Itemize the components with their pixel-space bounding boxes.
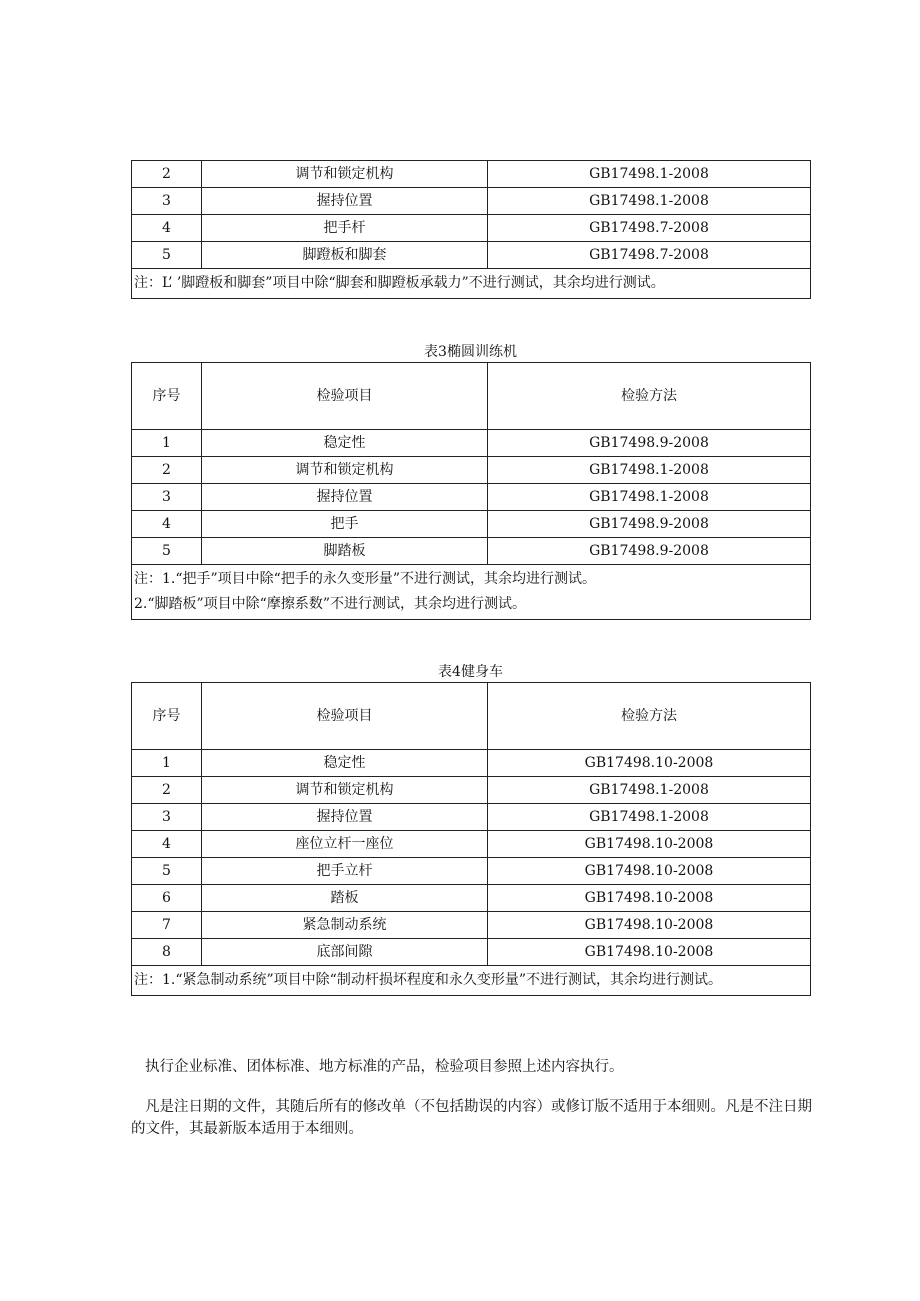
cell-item: 把手杆 (202, 215, 488, 242)
cell-item: 握持位置 (202, 188, 488, 215)
cell-method: GB17498.10-2008 (488, 750, 811, 777)
cell-no: 3 (132, 188, 202, 215)
table-row (132, 939, 811, 966)
cell-method: GB17498.1-2008 (488, 777, 811, 804)
cell-method: GB17498.10-2008 (488, 939, 811, 966)
table-header-row (132, 683, 811, 750)
cell-item: 把手立杆 (202, 858, 488, 885)
header-no: 序号 (132, 683, 202, 750)
cell-item: 座位立杆一座位 (202, 831, 488, 858)
cell-no: 6 (132, 885, 202, 912)
table-note-row (132, 966, 811, 996)
cell-no: 1 (132, 430, 202, 457)
cell-item: 调节和锁定机构 (202, 777, 488, 804)
table-row (132, 188, 811, 215)
note-line: 2.“脚踏板”项目中除“摩擦系数”不进行测试，其余均进行测试。 (134, 596, 526, 612)
header-method: 检验方法 (488, 683, 811, 750)
cell-no: 2 (132, 457, 202, 484)
cell-method: GB17498.10-2008 (488, 912, 811, 939)
cell-method: GB17498.9-2008 (488, 538, 811, 565)
cell-no: 4 (132, 511, 202, 538)
cell-item: 调节和锁定机构 (202, 457, 488, 484)
cell-item: 握持位置 (202, 484, 488, 511)
cell-item: 稳定性 (202, 430, 488, 457)
table-row (132, 430, 811, 457)
table-header-row (132, 363, 811, 430)
cell-no: 3 (132, 484, 202, 511)
cell-method: GB17498.10-2008 (488, 858, 811, 885)
table-note (132, 269, 811, 299)
note-line: 注：1.“把手”项目中除“把手的永久变形量”不进行测试，其余均进行测试。 (134, 571, 596, 587)
cell-item: 踏板 (202, 885, 488, 912)
cell-method: GB17498.9-2008 (488, 511, 811, 538)
cell-item: 底部间隙 (202, 939, 488, 966)
header-method: 检验方法 (488, 363, 811, 430)
table-row (132, 242, 811, 269)
cell-no: 8 (132, 939, 202, 966)
table-4-caption: 表4健身车 (438, 664, 503, 680)
table-3 (131, 362, 811, 620)
table-note (132, 565, 811, 620)
table-row (132, 457, 811, 484)
note-line: 注：1.“紧急制动系统”项目中除“制动杆损坏程度和永久变形量”不进行测试，其余均进行测试。 (134, 972, 722, 988)
table-row (132, 858, 811, 885)
cell-no: 4 (132, 215, 202, 242)
cell-item: 稳定性 (202, 750, 488, 777)
table-row (132, 804, 811, 831)
table-4 (131, 682, 811, 996)
cell-method: GB17498.10-2008 (488, 831, 811, 858)
cell-item: 脚踏板 (202, 538, 488, 565)
header-item: 检验项目 (202, 363, 488, 430)
cell-method: GB17498.7-2008 (488, 242, 811, 269)
table-note-row (132, 269, 811, 299)
cell-no: 7 (132, 912, 202, 939)
table-note-row (132, 565, 811, 620)
table-row (132, 777, 811, 804)
header-item: 检验项目 (202, 683, 488, 750)
cell-method: GB17498.1-2008 (488, 188, 811, 215)
cell-method: GB17498.1-2008 (488, 804, 811, 831)
table-row (132, 885, 811, 912)
table-row (132, 215, 811, 242)
table-note (132, 966, 811, 996)
table-row (132, 484, 811, 511)
cell-no: 2 (132, 777, 202, 804)
table-row (132, 538, 811, 565)
table-row (132, 750, 811, 777)
cell-method: GB17498.1-2008 (488, 457, 811, 484)
table-row (132, 511, 811, 538)
cell-no: 4 (132, 831, 202, 858)
header-no: 序号 (132, 363, 202, 430)
cell-item: 调节和锁定机构 (202, 161, 488, 188)
cell-item: 紧急制动系统 (202, 912, 488, 939)
cell-method: GB17498.10-2008 (488, 885, 811, 912)
cell-item: 握持位置 (202, 804, 488, 831)
cell-no: 5 (132, 242, 202, 269)
cell-item: 脚蹬板和脚套 (202, 242, 488, 269)
cell-no: 3 (132, 804, 202, 831)
cell-method: GB17498.1-2008 (488, 484, 811, 511)
note-line: 注：L’ ’脚蹬板和脚套”项目中除“脚套和脚蹬板承载力”不进行测试，其余均进行测试。 (134, 275, 665, 291)
table-3-caption: 表3椭圆训练机 (424, 344, 517, 360)
cell-item: 把手 (202, 511, 488, 538)
cell-no: 2 (132, 161, 202, 188)
cell-method: GB17498.9-2008 (488, 430, 811, 457)
table-row (132, 912, 811, 939)
cell-no: 1 (132, 750, 202, 777)
table-2-continued (131, 160, 811, 299)
table-row (132, 831, 811, 858)
cell-no: 5 (132, 858, 202, 885)
table-row (132, 161, 811, 188)
paragraph-scope: 执行企业标准、团体标准、地方标准的产品，检验项目参照上述内容执行。 (145, 1059, 624, 1075)
paragraph-dated-references: 凡是注日期的文件，其随后所有的修改单（不包括勘误的内容）或修订版不适用于本细则。凡是不注日期的文件，其最新版本适用于本细则。 (131, 1099, 812, 1137)
cell-method: GB17498.7-2008 (488, 215, 811, 242)
cell-method: GB17498.1-2008 (488, 161, 811, 188)
cell-no: 5 (132, 538, 202, 565)
